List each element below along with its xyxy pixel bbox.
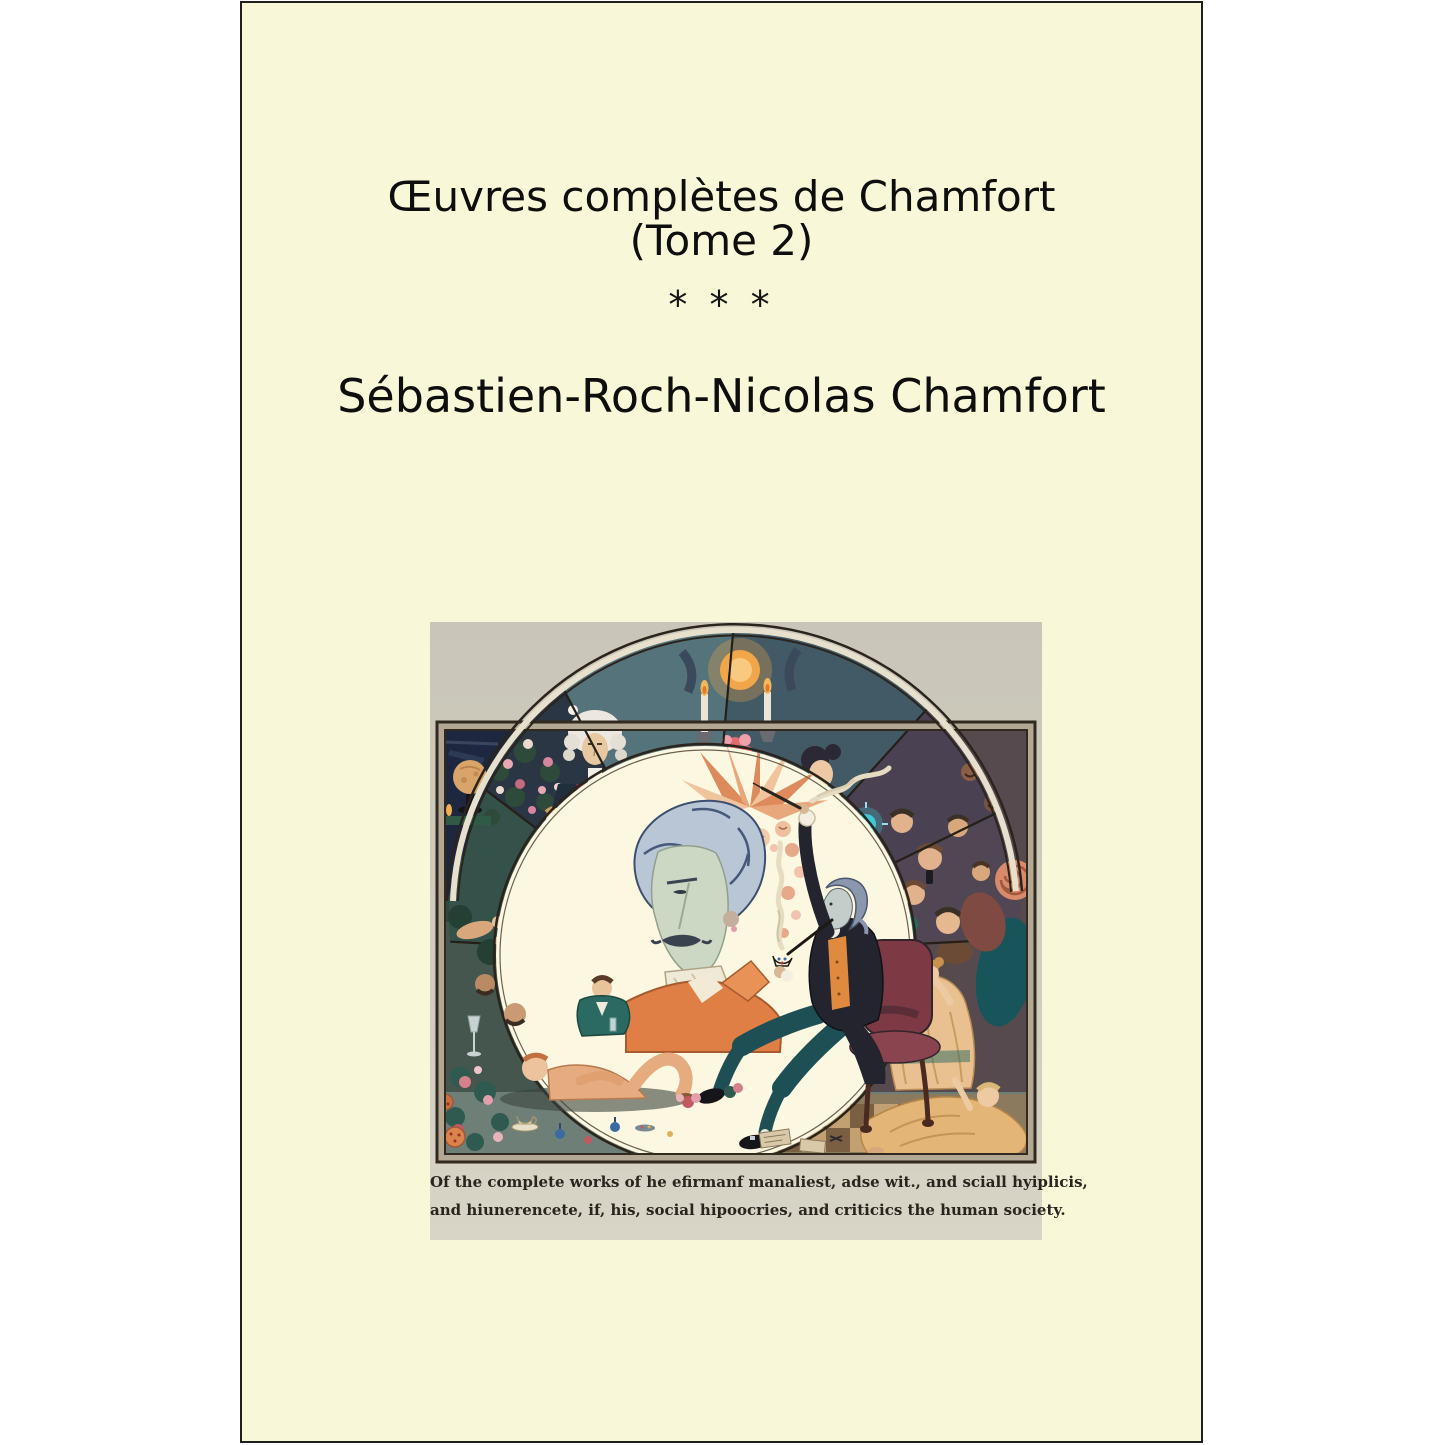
book-cover — [240, 1, 1203, 1443]
illustration-art — [430, 622, 1088, 1240]
separator-asterisks: * * * — [668, 283, 775, 327]
cover-illustration — [430, 622, 1088, 1240]
caption-line-2: and hiunerencete, if, his, social hipoocries, and criticics the human society. — [430, 1201, 1066, 1219]
illustration-caption — [430, 1168, 1088, 1224]
caption-line-1: Of the complete works of he efirmanf manaliest, adse wit., and sciall hyiplicis, — [430, 1173, 1088, 1191]
author-name: Sébastien-Roch-Nicolas Chamfort — [337, 369, 1106, 423]
book-title-line-2: (Tome 2) — [629, 216, 814, 265]
book-title-line-1: Œuvres complètes de Chamfort — [387, 172, 1056, 221]
